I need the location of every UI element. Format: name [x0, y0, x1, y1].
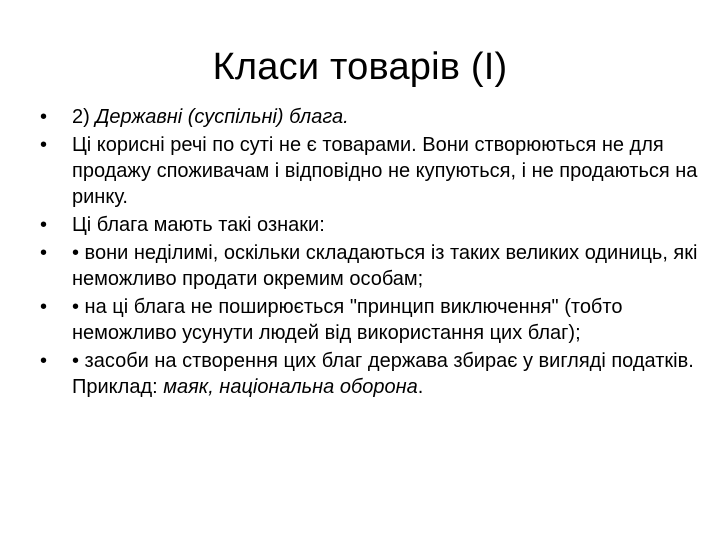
bullet-text: • вони неділимі, оскільки складаються із таких великих одиниць, які неможливо продати окремим особам; [72, 242, 698, 290]
bullet-text: • на ці блага не поширюється "принцип виключення" (тобто неможливо усунути людей від використання цих благ); [72, 296, 623, 344]
bullet-item-5 [40, 294, 700, 346]
bullet-item-2 [40, 132, 700, 210]
bullet-item-3 [40, 212, 700, 238]
bullet-emphasis: маяк, національна оборона [163, 376, 418, 398]
bullet-marker: • [40, 134, 48, 156]
bullet-item-4 [40, 240, 700, 292]
bullet-marker: • [40, 242, 48, 264]
slide-title: Класи товарів (І) [212, 46, 508, 88]
bullet-text: Ці корисні речі по суті не є товарами. Вони створюються не для продажу споживачам і відповідно не купуються, і не продаються на ринку. [72, 134, 698, 208]
bullet-prefix: 2) [72, 106, 96, 128]
bullet-suffix: . [417, 376, 424, 398]
bullet-marker: • [40, 296, 48, 318]
bullet-emphasis: Державні (суспільні) блага. [95, 106, 349, 128]
bullet-text: • засоби на створення цих благ держава збирає у вигляді податків. Приклад: [72, 350, 694, 398]
bullet-marker: • [40, 214, 48, 236]
bullet-item-6 [40, 348, 700, 400]
bullet-list [40, 104, 700, 402]
bullet-marker: • [40, 350, 48, 372]
bullet-item-1 [40, 104, 700, 130]
bullet-text: Ці блага мають такі ознаки: [72, 214, 325, 236]
bullet-marker: • [40, 106, 48, 128]
